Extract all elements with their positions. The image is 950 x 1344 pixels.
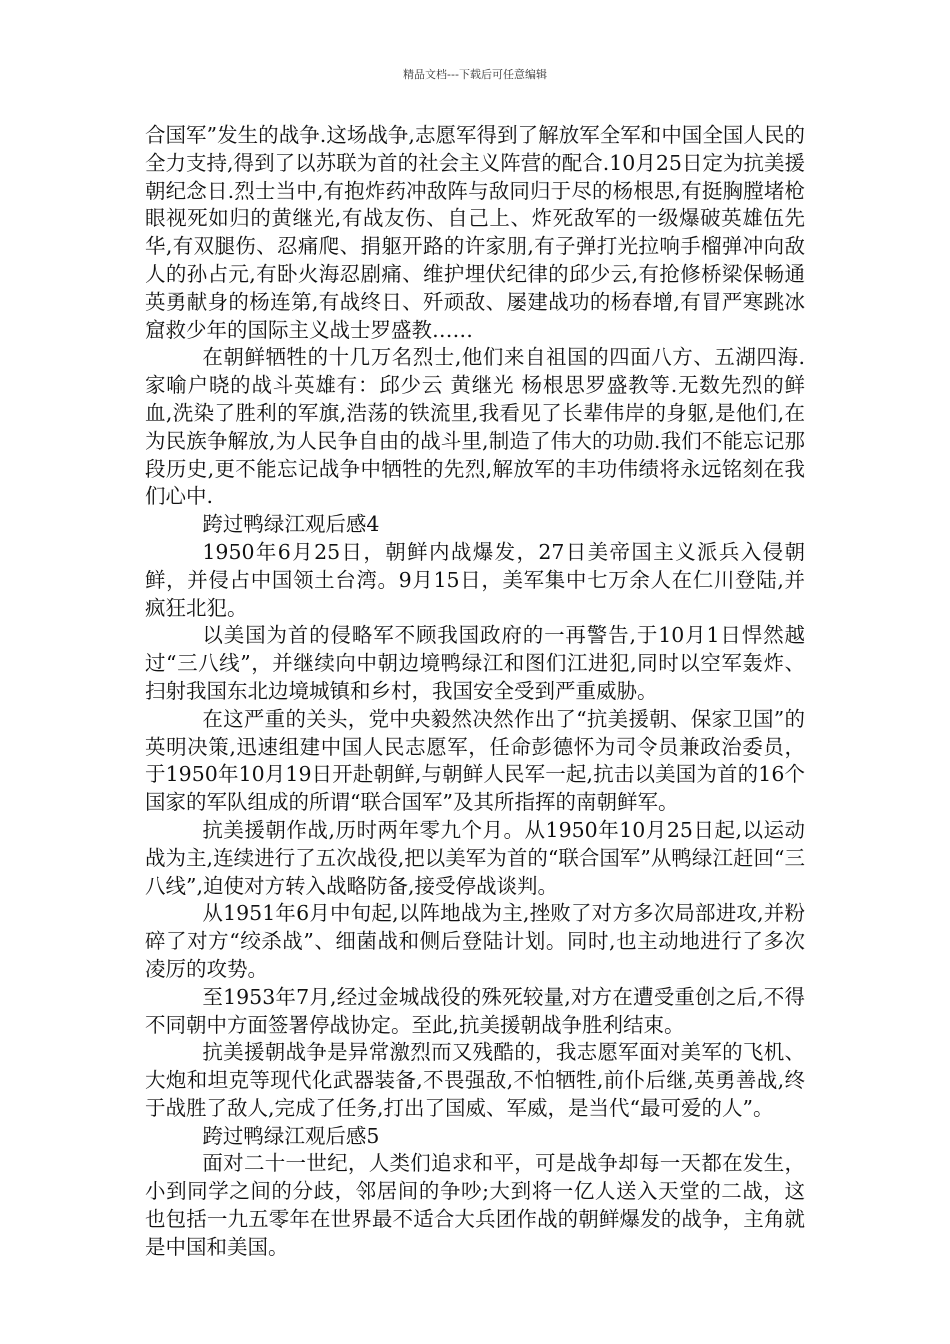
paragraph: 抗美援朝战争是异常激烈而又残酷的，我志愿军面对美军的飞机、大炮和坦克等现代化武器装备,不畏强敌,不怕牺牲,前仆后继,英勇善战,终于战胜了敌人,完成了任务,打出了国威、军威，是当代“最可爱的人”。 (145, 1040, 805, 1120)
section-heading: 跨过鸭绿江观后感4 (202, 512, 380, 537)
page-header: 精品文档---下载后可任意编辑 (403, 68, 547, 81)
paragraph: 至1953年7月,经过金城战役的殊死较量,对方在遭受重创之后,不得不同朝中方面签署停战协定。至此,抗美援朝战争胜利结束。 (145, 984, 805, 1037)
paragraph: 抗美援朝作战,历时两年零九个月。从1950年10月25日起,以运动战为主,连续进行了五次战役,把以美军为首的“联合国军”从鸭绿江赶回“三八线”,迫使对方转入战略防备,接受停战谈判。 (145, 817, 805, 898)
paragraph: 面对二十一世纪，人类们追求和平，可是战争却每一天都在发生，小到同学之间的分歧，邻居间的争吵;大到将一亿人送入天堂的二战，这也包括一九五零年在世界最不适合大兵团作战的朝鲜爆发的战争，主角就是中国和美国。 (145, 1151, 805, 1259)
paragraph: 以美国为首的侵略军不顾我国政府的一再警告,于10月1日悍然越过“三八线”，并继续向中朝边境鸭绿江和图们江进犯,同时以空军轰炸、扫射我国东北边境城镇和乡村，我国安全受到严重威胁。 (145, 623, 805, 703)
paragraph: 在朝鲜牺牲的十几万名烈士,他们来自祖国的四面八方、五湖四海.家喻户晓的战斗英雄有：邱少云 黄继光 杨根思罗盛教等.无数先烈的鲜血,洗染了胜利的军旗,浩荡的铁流里,我看见了长辈伟岸的身躯,是他们,在为民族争解放,为人民争自由的战斗里,制造了伟大的功勋.我们不能忘记那段历史,更不能忘记战争中牺牲的先烈,解放军的丰功伟绩将永远铭刻在我们心中. (145, 345, 805, 509)
paragraph: 在这严重的关头，党中央毅然决然作出了“抗美援朝、保家卫国”的英明决策,迅速组建中国人民志愿军，任命彭德怀为司令员兼政治委员，于1950年10月19日开赴朝鲜,与朝鲜人民军一起,抗击以美国为首的16个国家的军队组成的所谓“联合国军”及其所指挥的南朝鲜军。 (145, 706, 805, 815)
paragraph: 1950年6月25日，朝鲜内战爆发，27日美帝国主义派兵入侵朝鲜，并侵占中国领土台湾。9月15日，美军集中七万余人在仁川登陆,并疯狂北犯。 (145, 539, 805, 620)
section-heading: 跨过鸭绿江观后感5 (202, 1123, 380, 1148)
paragraph: 合国军”发生的战争.这场战争,志愿军得到了解放军全军和中国全国人民的全力支持,得到了以苏联为首的社会主义阵营的配合.10月25日定为抗美援朝纪念日.烈士当中,有抱炸药冲敌阵与敌同归于尽的杨根思,有挺胸膛堵枪眼视死如归的黄继光,有战友伤、自己上、炸死敌军的一级爆破英雄伍先华,有双腿伤、忍痛爬、捐躯开路的许家朋,有子弹打光拉响手榴弹冲向敌人的孙占元,有卧火海忍剧痛、维护埋伏纪律的邱少云,有抢修桥梁保畅通英勇献身的杨连第,有战终日、歼顽敌、屡建战功的杨春增,有冒严寒跳冰窟救少年的国际主义战士罗盛教…… (145, 123, 805, 342)
document-body (145, 122, 805, 1262)
paragraph: 从1951年6月中旬起,以阵地战为主,挫败了对方多次局部进攻,并粉碎了对方“绞杀战”、细菌战和侧后登陆计划。同时,也主动地进行了多次凌厉的攻势。 (145, 901, 805, 981)
